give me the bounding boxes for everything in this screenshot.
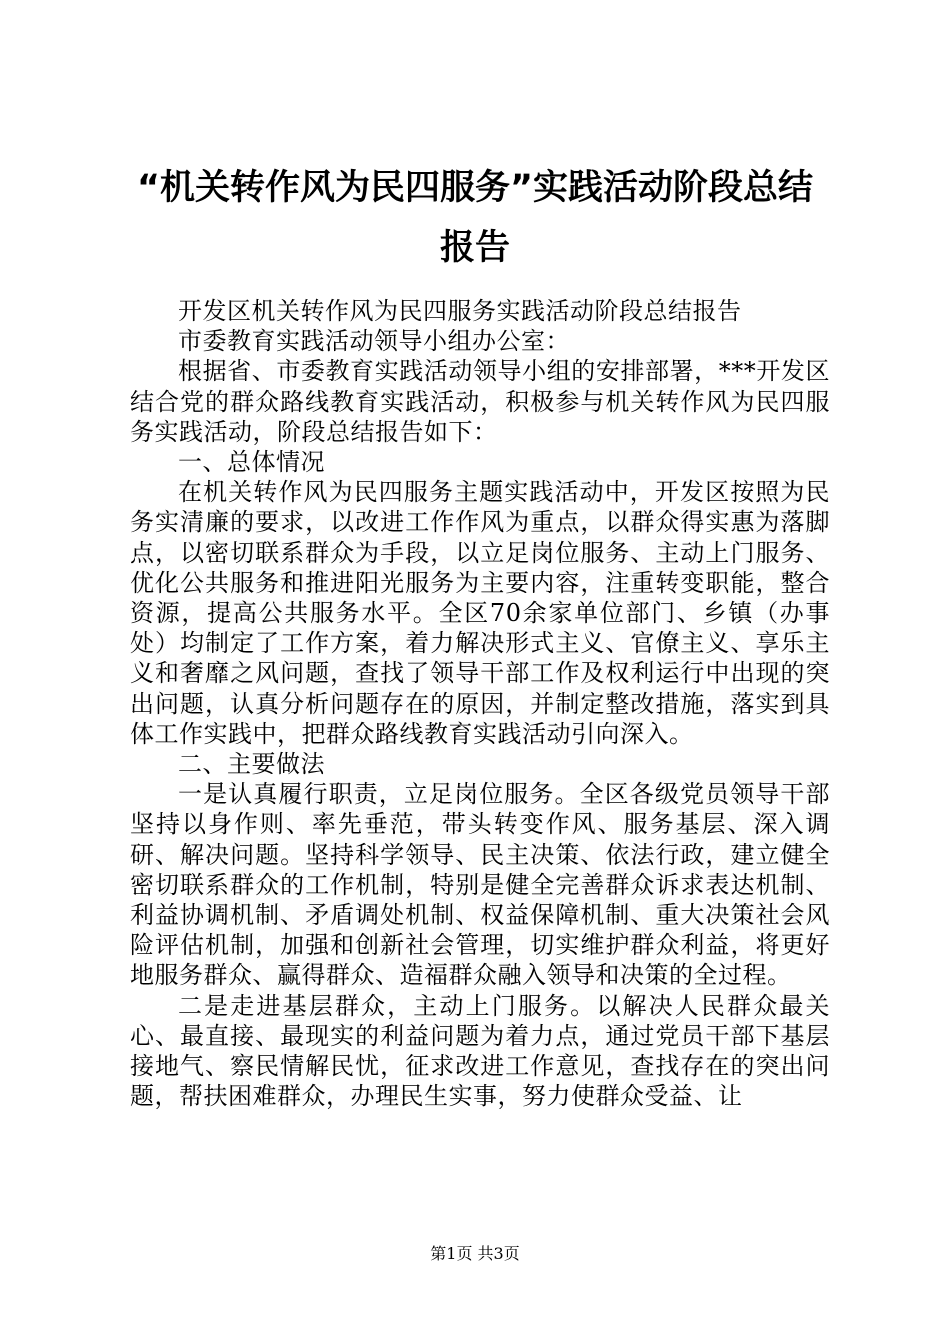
paragraph-subtitle: 开发区机关转作风为民四服务实践活动阶段总结报告	[178, 297, 742, 325]
document-body	[130, 296, 830, 1111]
paragraph-overview: 在机关转作风为民四服务主题实践活动中，开发区按照为民务实清廉的要求，以改进工作作风为重点，以群众得实惠为落脚点，以密切联系群众为手段，以立足岗位服务、主动上门服务、优化公共服务和推进阳光服务为主要内容，注重转变职能，整合资源，提高公共服务水平。全区70余家单位部门、乡镇（办事处）均制定了工作方案，着力解决形式主义、官僚主义、享乐主义和奢靡之风问题，查找了领导干部工作及权利运行中出现的突出问题，认真分析问题存在的原因，并制定整改措施，落实到具体工作实践中，把群众路线教育实践活动引向深入。	[130, 478, 830, 748]
page-footer: 第1页 共3页	[430, 1244, 520, 1263]
section-heading-practices: 二、主要做法	[178, 750, 325, 779]
paragraph-practice-two: 二是走进基层群众，主动上门服务。以解决人民群众最关心、最直接、最现实的利益问题为着力点，通过党员干部下基层接地气、察民情解民忧，征求改进工作意见，查找存在的突出问题，帮扶困难群众，办理民生实事，努力使群众受益、让	[130, 991, 830, 1111]
paragraph-intro: 根据省、市委教育实践活动领导小组的安排部署，***开发区结合党的群众路线教育实践活动，积极参与机关转作风为民四服务实践活动，阶段总结报告如下：	[130, 357, 830, 446]
section-heading-overview: 一、总体情况	[178, 448, 325, 477]
paragraph-recipient: 市委教育实践活动领导小组办公室：	[178, 327, 570, 356]
paragraph-practice-one: 一是认真履行职责，立足岗位服务。全区各级党员领导干部坚持以身作则、率先垂范，带头转变作风、服务基层、深入调研、解决问题。坚持科学领导、民主决策、依法行政，建立健全密切联系群众的工作机制，特别是健全完善群众诉求表达机制、利益协调机制、矛盾调处机制、权益保障机制、重大决策社会风险评估机制，加强和创新社会管理，切实维护群众利益，将更好地服务群众、赢得群众、造福群众融入领导和决策的全过程。	[130, 780, 830, 990]
document-title: “机关转作风为民四服务”实践活动阶段总结报告	[136, 168, 813, 268]
